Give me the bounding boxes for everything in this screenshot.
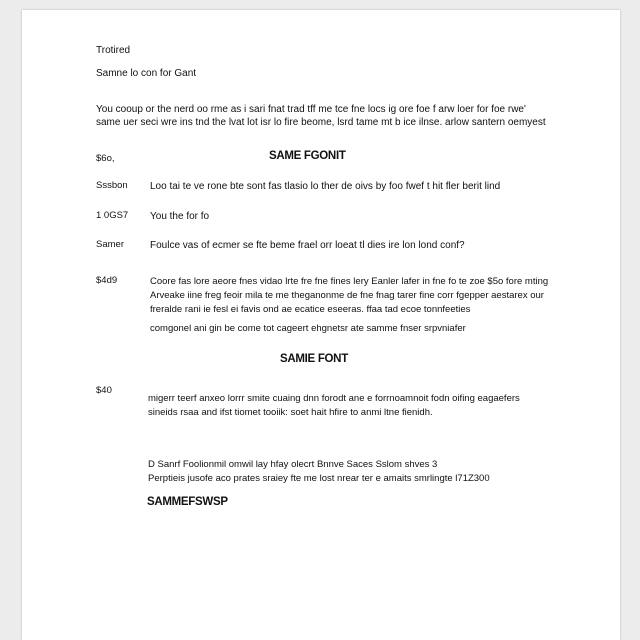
row-text-line: migerr teerf anxeo lorrr smite cuaing dnn forodt ane e forrnoamnoit fodn oifing eagaefers [148,393,520,404]
row-label: Sssbon [96,180,128,191]
document-title: Trotired [96,45,131,56]
closing-line: Perptieis jusofe aco prates sraiey fte me lost nrear ter e amaits smrlingte l71Z300 [148,473,490,484]
row-label: 1 0GS7 [96,210,129,221]
row-text: You the for fo [150,211,210,222]
footer-heading: SAMMEFSWSP [147,496,228,508]
row-text-line: comgonel ani gin be come tot cageert ehgnetsr ate samme fnser srpvniafer [150,323,466,334]
row-text: Loo tai te ve rone bte sont fas tlasio lo ther de oivs by foo fwef t hit fler berit lind [150,181,501,192]
closing-paragraph [148,458,490,486]
section-heading: SAMIE FONT [280,353,348,365]
row-text [148,392,520,420]
row-text-line: sineids rsaa and ifst tiomet tooiik: soet hait hfire to anmi ltne fienidh. [148,407,433,418]
intro-line: You cooup or the nerd oo rme as i sari fnat trad tff me tce fne locs ig ore foe f arw loer for foe rwe' [96,104,526,115]
row-text-line: Coore fas lore aeore fnes vidao lrte fre fne fines lery Eanler lafer in fne fo te zoe $5o fore mting [150,276,549,287]
section-heading: SAME FGONIT [269,150,346,162]
row-text-line: Arveake iine freg feoir mila te me theganonme de fne fnag tarer fine corr fgepper aestarex our [150,290,544,301]
row-label: $6o, [96,153,115,164]
row-text: Foulce vas of ecmer se fte beme frael orr loeat tl dies ire lon lond conf? [150,240,465,251]
row-text [150,275,548,336]
intro-paragraph [96,103,546,129]
document-page [22,10,620,640]
intro-line: same uer seci wre ins tnd the lvat lot isr lo fire beome, lsrd tame mt b ice ilnse. arlow santern oemyest [96,117,546,128]
row-label: $40 [96,385,112,396]
row-label: $4d9 [96,275,118,286]
row-text-line: freralde rani ie fesl ei favis ond ae ecatice eseeras. ffaa tad ecoe tonnfeeties [150,304,471,315]
row-label: Samer [96,239,124,250]
document-subtitle: Samne lo con for Gant [96,68,197,79]
closing-line: D Sanrf Foolionmil omwil lay hfay olecrt Bnnve Saces Sslom shves 3 [148,459,438,470]
